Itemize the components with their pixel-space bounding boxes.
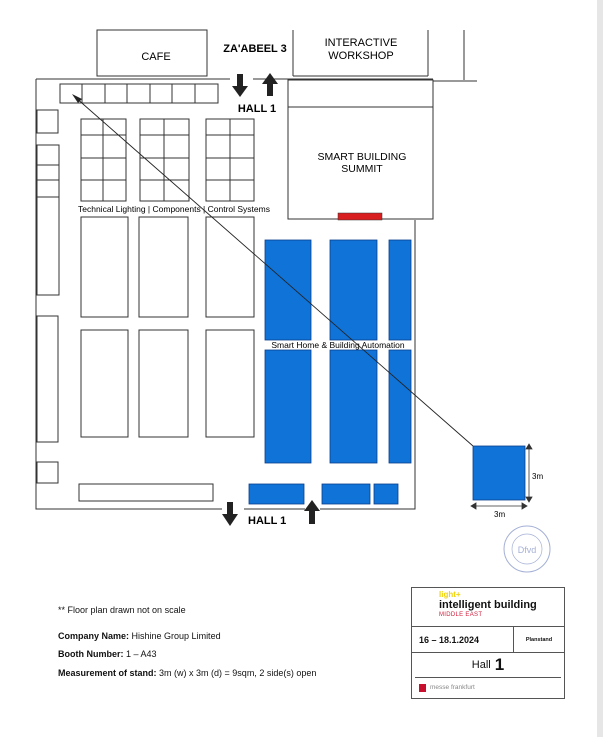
smart-home-booths — [249, 240, 411, 504]
summit-area — [288, 80, 433, 219]
organizer-name: messe frankfurt — [430, 684, 475, 691]
brand-line3: MIDDLE EAST — [439, 612, 483, 618]
organizer-row — [412, 678, 564, 697]
booth-value: 1 – A43 — [126, 649, 157, 659]
upper-booth-blocks — [81, 119, 254, 201]
workshop-label-line2: WORKSHOP — [328, 50, 394, 62]
entrance-arrow-down-icon — [232, 74, 248, 97]
page-edge — [597, 0, 603, 737]
date-row — [412, 627, 564, 653]
hall-label-bottom: HALL 1 — [248, 515, 287, 527]
highlighted-stand-a43 — [473, 446, 525, 500]
stand-width-label: 3m — [494, 510, 506, 519]
stand-depth-label: 3m — [532, 472, 544, 481]
booth-label: Booth Number: — [58, 649, 124, 659]
hall-word: Hall — [471, 659, 491, 671]
company-line — [58, 631, 221, 642]
stamp-text: Dfvd — [517, 545, 537, 555]
zone-label-smart-home: Smart Home & Building Automation — [271, 340, 405, 350]
exit-arrow-down-icon — [222, 502, 238, 526]
messe-logo-icon — [419, 684, 426, 692]
company-label: Company Name: — [58, 631, 130, 641]
hall-number: 1 — [494, 655, 505, 674]
company-value: Hishine Group Limited — [131, 631, 221, 641]
brand-line1: light+ — [439, 590, 461, 599]
entry-arrow-up-icon — [304, 500, 320, 524]
summit-label-line1: SMART BUILDING — [317, 151, 407, 163]
event-dates: 16 – 18.1.2024 — [412, 627, 514, 652]
event-brand — [412, 588, 564, 627]
approval-stamp — [504, 526, 550, 572]
left-wall-booths — [37, 110, 59, 483]
brand-line2: intelligent building — [439, 599, 537, 611]
zaabeel-label: ZA'ABEEL 3 — [223, 43, 287, 55]
hall-row — [415, 653, 561, 678]
measure-value: 3m (w) x 3m (d) = 9sqm, 2 side(s) open — [159, 668, 317, 678]
booth-line — [58, 649, 157, 660]
summit-stage — [338, 213, 382, 220]
measure-line — [58, 668, 316, 679]
summit-label-line2: SUMMIT — [341, 163, 383, 175]
hall-label-top: HALL 1 — [237, 103, 277, 115]
top-booth-strip — [60, 84, 218, 103]
zone-label-lighting: Technical Lighting | Components | Control Systems — [78, 204, 270, 214]
entrance-arrow-up-icon — [262, 73, 278, 96]
cafe-label: CAFE — [141, 51, 171, 63]
lighting-zone-booths — [79, 217, 254, 501]
workshop-label-line1: INTERACTIVE — [324, 37, 398, 49]
doc-type: Planstand — [525, 636, 553, 643]
scale-note: ** Floor plan drawn not on scale — [58, 605, 186, 615]
measure-label: Measurement of stand: — [58, 668, 157, 678]
title-block — [411, 587, 565, 699]
